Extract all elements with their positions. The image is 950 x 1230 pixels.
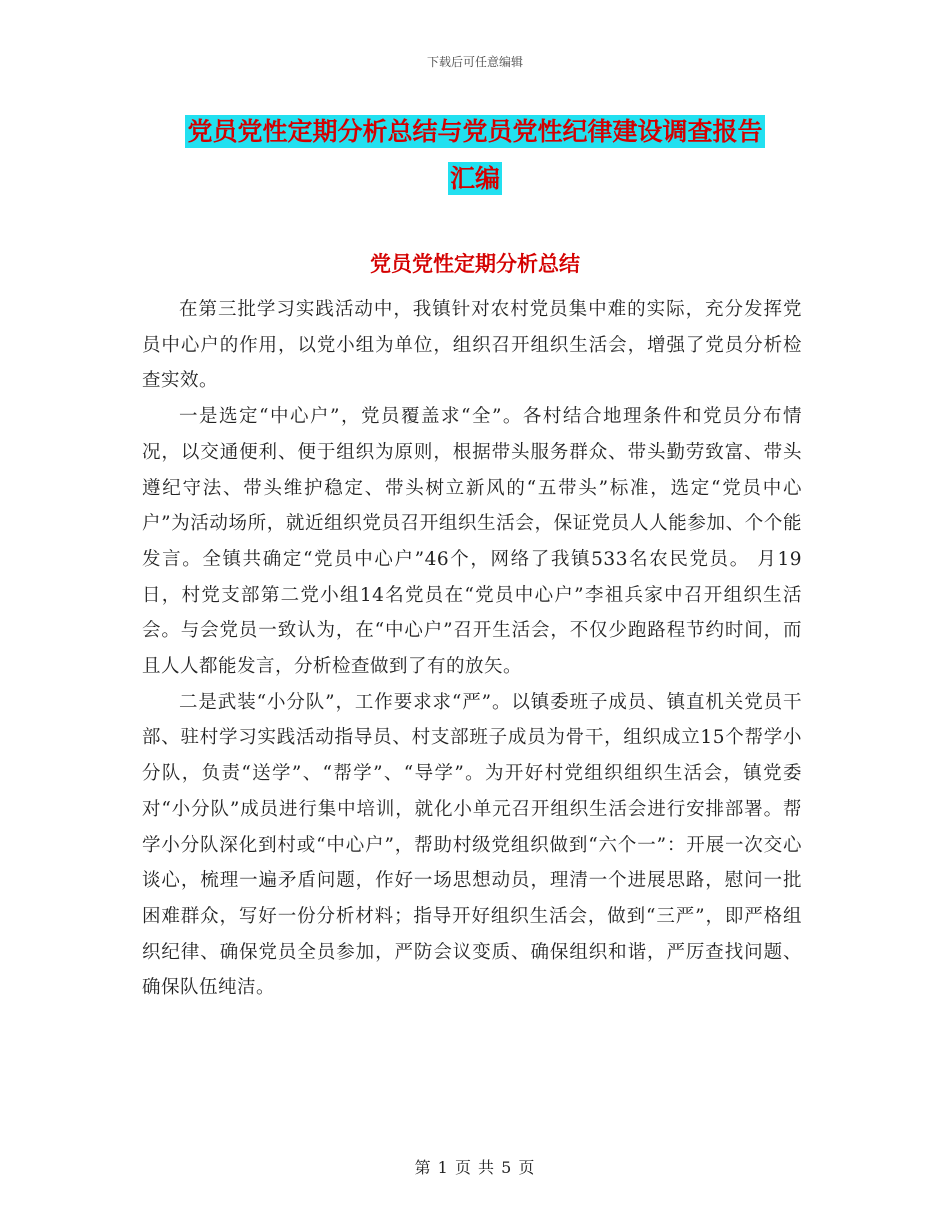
document-title <box>140 108 810 202</box>
paragraph-3: 二是武装“小分队”，工作要求求“严”。以镇委班子成员、镇直机关党员干部、驻村学习实践活动指导员、村支部班子成员为骨干，组织成立15个帮学小分队，负责“送学”、“帮学”、“导学”。为开好村党组织组织生活会，镇党委对“小分队”成员进行集中培训，就化小单元召开组织生活会进行安排部署。帮学小分队深化到村或“中心户”，帮助村级党组织做到“六个一”：开展一次交心谈心，梳理一遍矛盾问题，作好一场思想动员，理清一个进展思路，慰问一批困难群众，写好一份分析材料；指导开好组织生活会，做到“三严”，即严格组织纪律、确保党员全员参加，严防会议变质、确保组织和谐，严厉查找问题、确保队伍纯洁。 <box>142 691 802 999</box>
body-text <box>142 292 802 1006</box>
paragraph-1: 在第三批学习实践活动中，我镇针对农村党员集中难的实际，充分发挥党员中心户的作用，以党小组为单位，组织召开组织生活会，增强了党员分析检查实效。 <box>142 299 802 392</box>
document-title-line2: 汇编 <box>449 164 500 193</box>
section-title: 党员党性定期分析总结 <box>370 251 580 276</box>
paragraph-2: 一是选定“中心户”，党员覆盖求“全”。各村结合地理条件和党员分布情况，以交通便利、便于组织为原则，根据带头服务群众、带头勤劳致富、带头遵纪守法、带头维护稳定、带头树立新风的“五带头”标准，选定“党员中心户”为活动场所，就近组织党员召开组织生活会，保证党员人人能参加、个个能发言。全镇共确定“党员中心户”46个，网络了我镇533名农民党员。 月19日，村党支部第二党小组14名党员在“党员中心户”李祖兵家中召开组织生活会。与会党员一致认为，在“中心户”召开生活会，不仅少跑路程节约时间，而且人人都能发言，分析检查做到了有的放矢。 <box>142 406 802 678</box>
header-note: 下载后可任意编辑 <box>426 55 523 69</box>
page-number: 第 1 页 共 5 页 <box>414 1158 536 1177</box>
document-title-line1: 党员党性定期分析总结与党员党性纪律建设调查报告 <box>187 117 763 146</box>
